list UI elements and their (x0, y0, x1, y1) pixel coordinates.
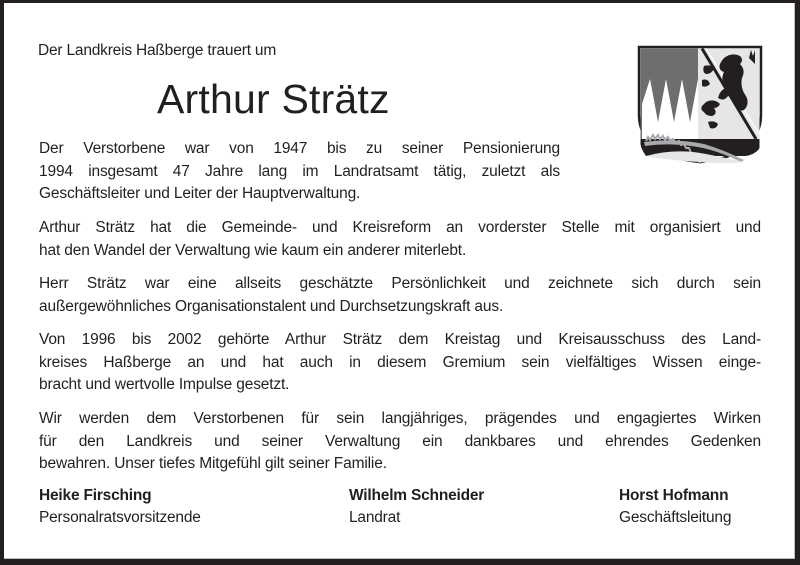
signatory-2 (349, 485, 484, 529)
signatory-name: Wilhelm Schneider (349, 487, 485, 504)
signatory-name: Horst Hofmann (619, 487, 729, 504)
paragraph-career (39, 138, 560, 206)
paragraph-line: 1994 insgesamt 47 Jahre lang im Landratsamt tätig, zuletzt als (39, 162, 560, 180)
coat-of-arms-icon (636, 44, 764, 164)
paragraph-line: bewahren. Unser tiefes Mitgefühl gilt seiner Familie. (39, 455, 387, 472)
paragraph-line: Arthur Strätz hat die Gemeinde- und Kreisreform an vorderster Stelle mit organisiert und (39, 219, 761, 236)
signatory-name: Heike Firsching (39, 487, 152, 504)
paragraph-kreistag (39, 329, 761, 397)
paragraph-line: Herr Strätz war eine allseits geschätzte Persönlichkeit und zeichnete sich durch sein (39, 275, 761, 292)
paragraph-line: Von 1996 bis 2002 gehörte Arthur Strätz dem Kreistag und Kreisausschuss des Land- (39, 331, 761, 348)
paragraph-line: außergewöhnliches Organisationstalent und Durchsetzungskraft aus. (39, 297, 504, 315)
paragraph-line: kreises Haßberge an und hat auch in diesem Gremium sein vielfältiges Wissen einge- (39, 353, 761, 371)
paragraph-condolence (39, 408, 761, 476)
signatory-role: Landrat (349, 509, 401, 526)
paragraph-line: bracht und wertvolle Impulse gesetzt. (39, 376, 290, 393)
paragraph-line: Wir werden dem Verstorbenen für sein langjähriges, prägendes und engagiertes Wirken (39, 410, 761, 427)
obituary-notice (4, 3, 795, 559)
signatory-role: Personalratsvorsitzende (39, 509, 201, 526)
paragraph-line: für den Landkreis und seiner Verwaltung ein dankbares und ehrendes Gedenken (39, 432, 761, 450)
signatory-1 (39, 485, 201, 529)
intro-text: Der Landkreis Haßberge trauert um (38, 42, 277, 59)
paragraph-reform (39, 217, 761, 262)
paragraph-line: Geschäftsleiter und Leiter der Hauptverwaltung. (39, 185, 361, 202)
paragraph-line: Der Verstorbene war von 1947 bis zu seiner Pensionierung (39, 140, 560, 157)
signatory-3 (619, 485, 731, 529)
deceased-name: Arthur Strätz (157, 76, 390, 122)
paragraph-line: hat den Wandel der Verwaltung wie kaum ein anderer miterlebt. (39, 241, 467, 259)
signatory-role: Geschäftsleitung (619, 509, 732, 526)
paragraph-personality (39, 273, 761, 318)
